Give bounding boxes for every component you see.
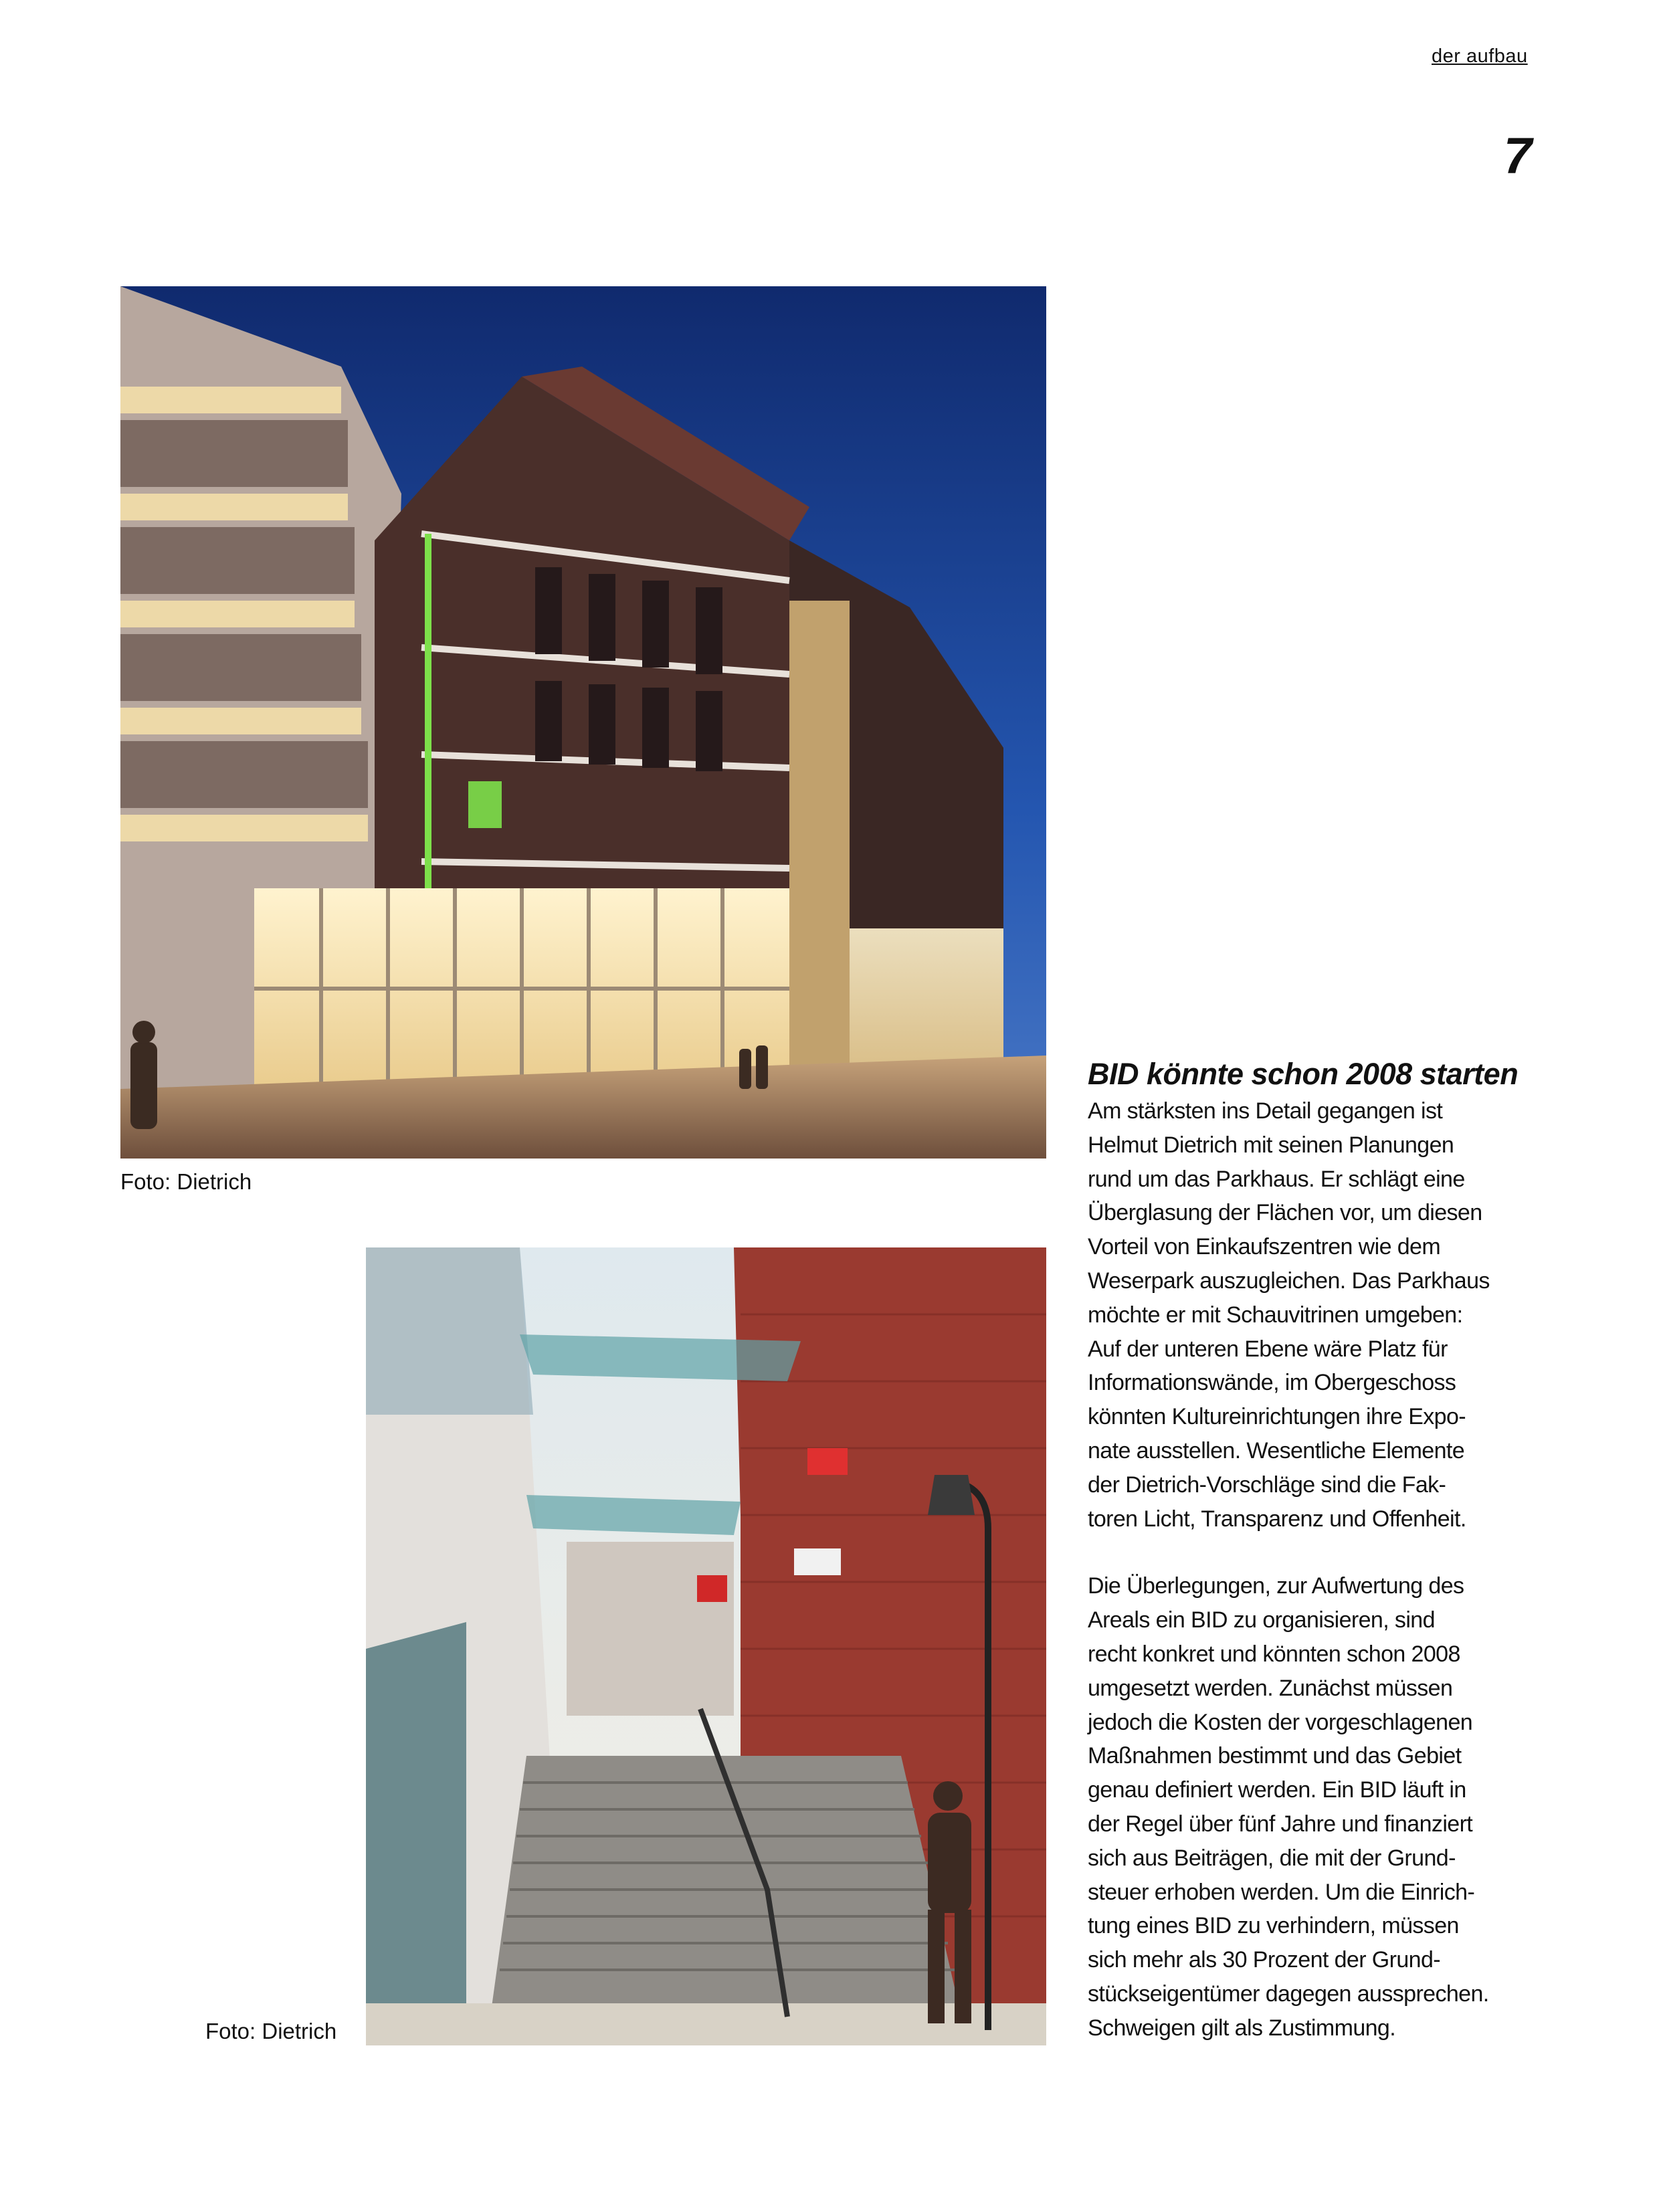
building-night-photo bbox=[120, 286, 1046, 1159]
article-paragraph: Die Überlegungen, zur Aufwertung des Areals ein BID zu organisieren, sind recht konkret und könnten schon 2008 umgesetzt werden. Zunächst müssen jedoch die Kosten der vorgeschlagenen Maßnahmen bestimmt und das Gebiet genau definiert werden. Ein BID läuft in der Regel über fünf Jahre und finanziert sich aus Beiträgen, die mit der Grund- steuer erhoben werden. Um die Einrich- tung eines BID zu verhindern, müssen sich mehr als 30 Prozent der Grund- stückseigentümer dagegen aussprechen. Schweigen gilt als Zustimmung. bbox=[1088, 1573, 1489, 2041]
article bbox=[1088, 1057, 1529, 2045]
article-paragraph: Am stärksten ins Detail gegangen ist Helmut Dietrich mit seinen Planungen rund um das Parkhaus. Er schlägt eine Überglasung der Flächen vor, um diesen Vorteil von Einkaufszentren wie dem Weserpark auszugleichen. Das Parkhaus möchte er mit Schauvitrinen umgeben: Auf der unteren Ebene wäre Platz für Informationswände, im Obergeschoss könnten Kultureinrichtungen ihre Expo- nate ausstellen. Wesentliche Elemente der Dietrich-Vorschläge sind die Fak- toren Licht, Transparenz und Offenheit. bbox=[1088, 1098, 1490, 1532]
page-number: 7 bbox=[1503, 128, 1532, 185]
section-header: der aufbau bbox=[1432, 45, 1528, 67]
alley-stairs-photo bbox=[366, 1247, 1046, 2045]
photo-caption: Foto: Dietrich bbox=[120, 1169, 252, 1194]
photo-caption: Foto: Dietrich bbox=[205, 2019, 337, 2043]
article-title: BID könnte schon 2008 starten bbox=[1088, 1057, 1519, 1091]
